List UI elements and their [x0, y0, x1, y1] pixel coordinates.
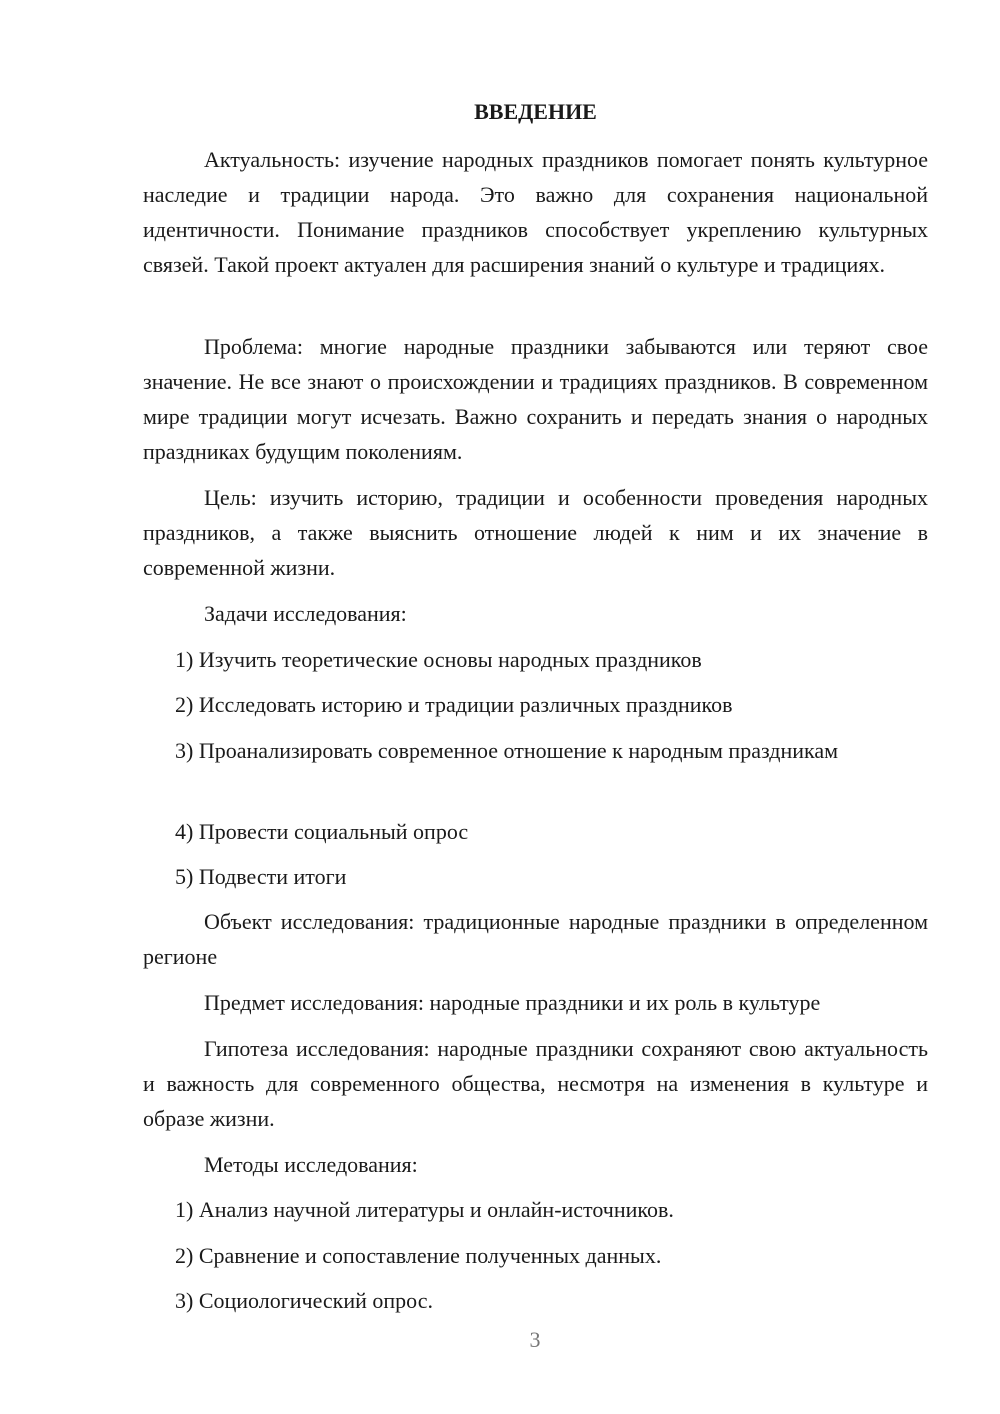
goal-paragraph: Цель: изучить историю, традиции и особенности проведения народных праздников, а также выяснить отношение людей к ним и их значение в современной жизни. [143, 485, 928, 580]
page-number: 3 [529, 1327, 541, 1352]
method-item: 2) Сравнение и сопоставление полученных данных. [175, 1243, 662, 1268]
task-item: 3) Проанализировать современное отношение к народным праздникам [175, 738, 839, 763]
problem-paragraph: Проблема: многие народные праздники забываются или теряют свое значение. Не все знают о происхождении и традициях праздников. В современном мире традиции могут исчезать. Важно сохранить и передать знания о народных праздниках будущим поколениям. [143, 334, 928, 464]
task-item: 2) Исследовать историю и традиции различных праздников [175, 692, 733, 717]
object-paragraph: Объект исследования: традиционные народные праздники в определенном регионе [143, 909, 928, 969]
section-title: ВВЕДЕНИЕ [474, 99, 597, 124]
tasks-heading: Задачи исследования: [204, 601, 407, 626]
methods-heading: Методы исследования: [204, 1152, 418, 1177]
task-item: 4) Провести социальный опрос [175, 819, 469, 844]
task-item: 5) Подвести итоги [175, 864, 347, 889]
method-item: 1) Анализ научной литературы и онлайн-источников. [175, 1197, 674, 1222]
hypothesis-paragraph: Гипотеза исследования: народные праздники сохраняют свою актуальность и важность для современного общества, несмотря на изменения в культуре и образе жизни. [143, 1036, 928, 1131]
task-item: 1) Изучить теоретические основы народных праздников [175, 647, 702, 672]
method-item: 3) Социологический опрос. [175, 1288, 433, 1313]
relevance-paragraph: Актуальность: изучение народных праздников помогает понять культурное наследие и традиции народа. Это важно для сохранения национальной идентичности. Понимание праздников способствует укреплению культурных связей. Такой проект актуален для расширения знаний о культуре и традициях. [143, 147, 928, 277]
subject-paragraph: Предмет исследования: народные праздники и их роль в культуре [204, 990, 821, 1015]
